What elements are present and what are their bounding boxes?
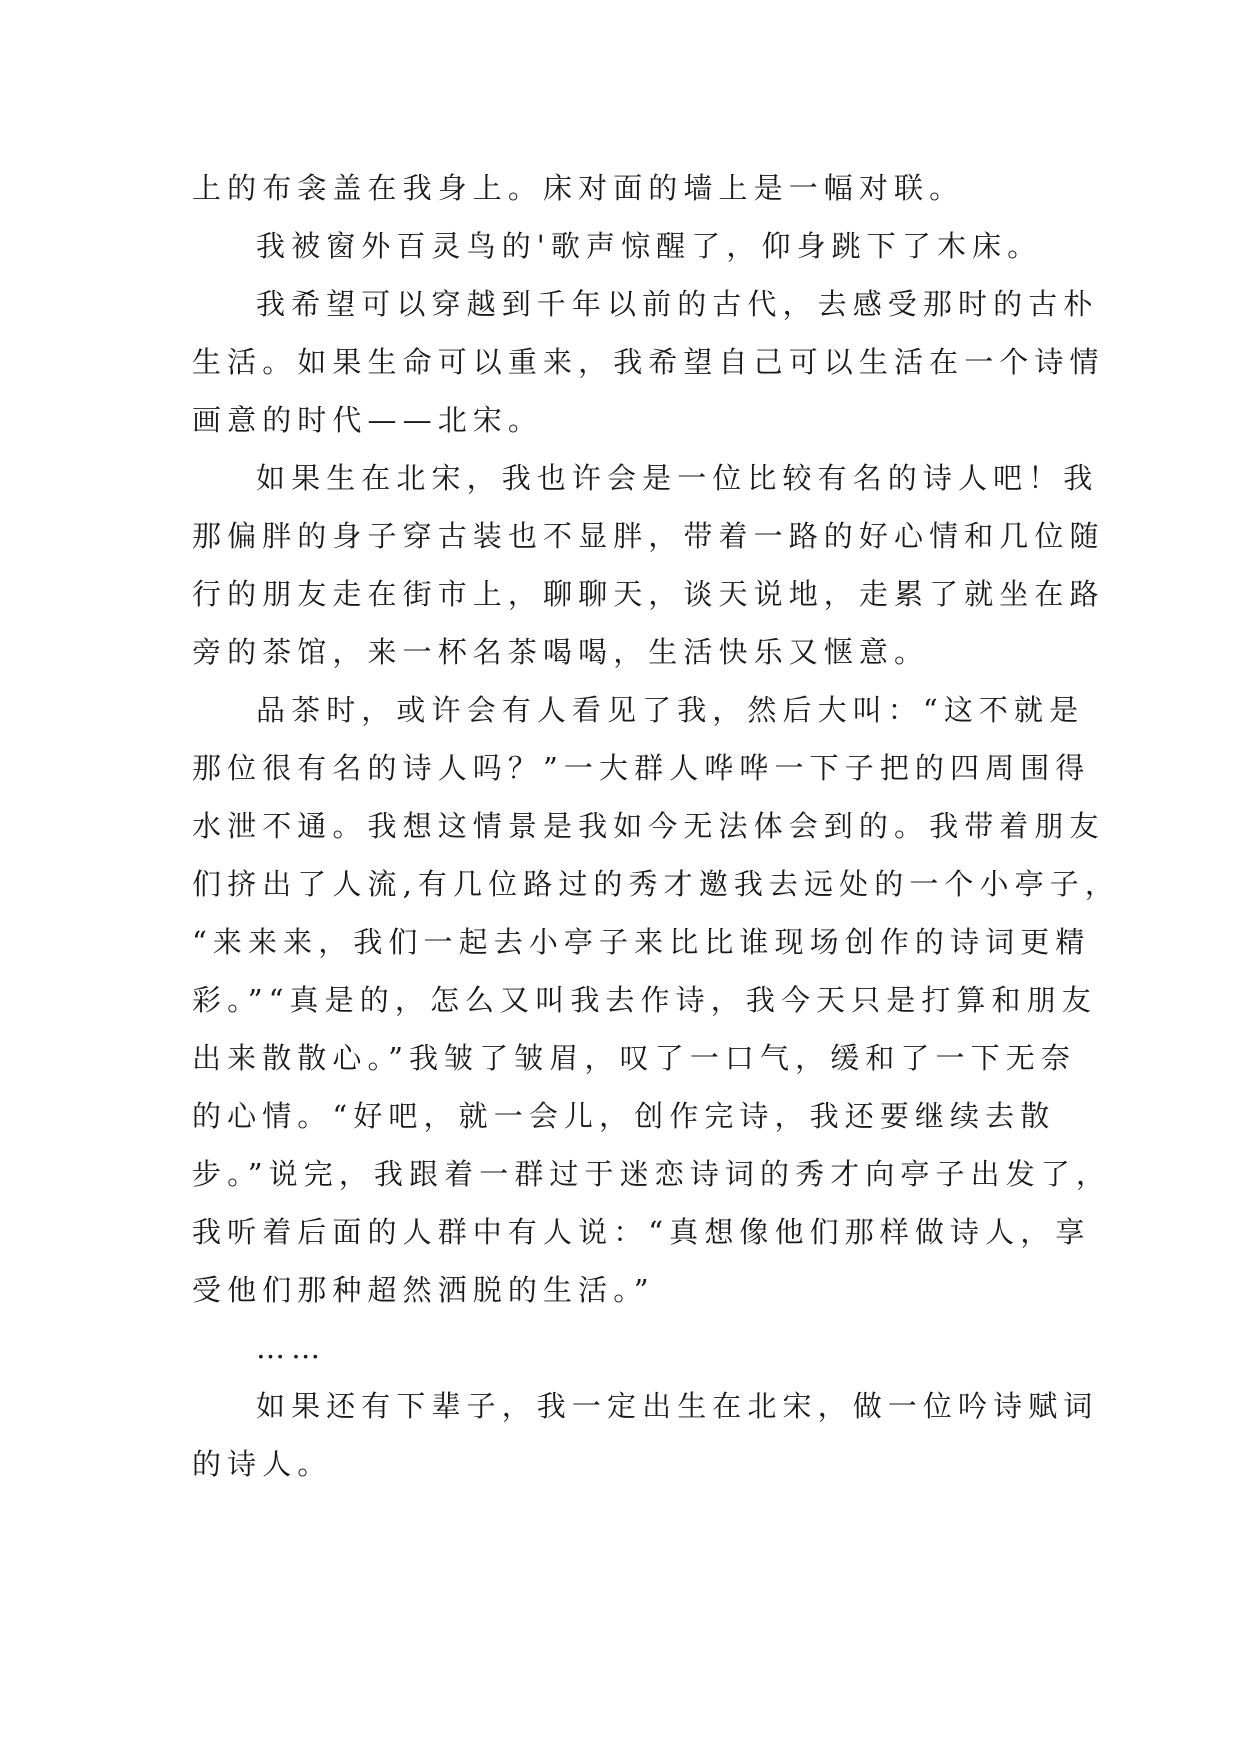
text-line: 画意的时代——北宋。 [192, 403, 544, 437]
text-line: 我被窗外百灵鸟的'歌声惊醒了，仰身跳下了木床。 [256, 229, 1043, 263]
text-line: 品茶时，或许会有人看见了我，然后大叫：“这不就是 [256, 693, 1085, 727]
text-line: 那偏胖的身子穿古装也不显胖，带着一路的好心情和几位随 [192, 519, 1105, 553]
text-line: 我希望可以穿越到千年以前的古代，去感受那时的古朴 [256, 287, 1099, 321]
text-line: 出来散散心。”我皱了皱眉，叹了一口气，缓和了一下无奈 [192, 1041, 1076, 1075]
text-line: 彩。”“真是的，怎么又叫我去作诗，我今天只是打算和朋友 [192, 983, 1097, 1017]
text-line: 如果还有下辈子，我一定出生在北宋，做一位吟诗赋词 [256, 1389, 1099, 1423]
text-line: 如果生在北宋，我也许会是一位比较有名的诗人吧！我 [256, 461, 1099, 495]
text-line: 那位很有名的诗人吗？”一大群人哗哗一下子把的四周围得 [192, 751, 1091, 785]
text-line: 上的布衾盖在我身上。床对面的墙上是一幅对联。 [192, 171, 965, 205]
text-line: 生活。如果生命可以重来，我希望自己可以生活在一个诗情 [192, 345, 1105, 379]
text-line: 的心情。“好吧，就一会儿，创作完诗，我还要继续去散 [192, 1099, 1056, 1133]
text-line: 的诗人。 [192, 1447, 333, 1481]
text-line: 受他们那种超然洒脱的生活。” [192, 1273, 655, 1307]
text-line: “来来来，我们一起去小亭子来比比谁现场创作的诗词更精 [192, 925, 1091, 959]
body-text [192, 159, 1120, 1493]
text-line: 我听着后面的人群中有人说：“真想像他们那样做诗人，享 [192, 1215, 1091, 1249]
text-line: 行的朋友走在街市上，聊聊天，谈天说地，走累了就坐在路 [192, 577, 1105, 611]
text-line: …… [256, 1331, 327, 1365]
text-line: 水泄不通。我想这情景是我如今无法体会到的。我带着朋友 [192, 809, 1105, 843]
text-line: 们挤出了人流,有几位路过的秀才邀我去远处的一个小亭子， [192, 867, 1120, 901]
text-line: 步。”说完，我跟着一群过于迷恋诗词的秀才向亭子出发了， [192, 1157, 1112, 1191]
text-line: 旁的茶馆，来一杯名茶喝喝，生活快乐又惬意。 [192, 635, 930, 669]
